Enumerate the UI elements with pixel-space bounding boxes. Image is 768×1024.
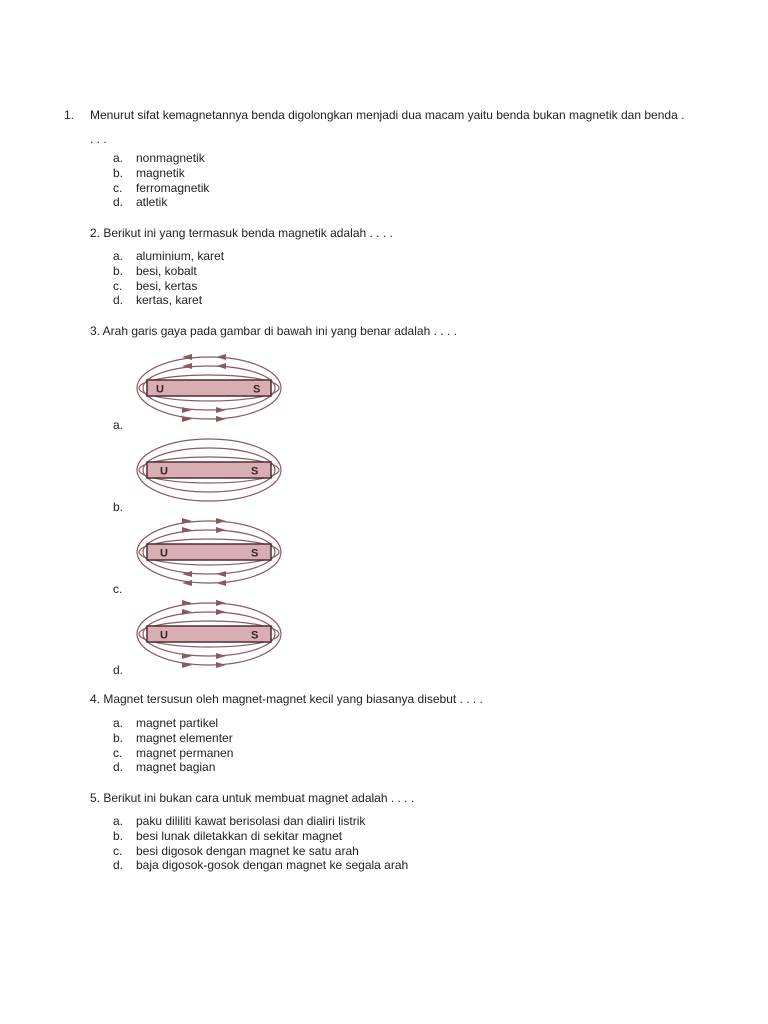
option-5c[interactable] [113,844,408,859]
option-5a[interactable] [113,814,408,829]
option-5b[interactable] [113,829,408,844]
question-2-text: 2. Berikut ini yang termasuk benda magnetik adalah . . . . [90,226,393,240]
option-4d[interactable] [113,760,233,775]
option-text: ferromagnetik [136,180,210,195]
option-text: baja digosok-gosok dengan magnet ke segala arah [136,858,409,873]
option-1c[interactable] [113,181,209,196]
south-pole-label: S [251,629,259,642]
magnet-figure-b [134,436,284,504]
option-letter: c. [113,745,123,760]
question-1-options [113,151,209,210]
south-pole-label: S [251,547,259,560]
option-letter: d. [113,293,124,308]
option-letter: d. [113,195,124,210]
option-letter: a. [113,814,124,828]
question-5-options [113,814,408,873]
question-4-text: 4. Magnet tersusun oleh magnet-magnet kecil yang biasanya disebut . . . . [90,692,483,706]
south-pole-label: S [253,383,261,396]
north-pole-label: U [160,465,168,478]
option-text: besi, kertas [136,278,198,293]
question-4-options [113,716,233,775]
south-pole-label: S [251,465,259,478]
figure-c-label[interactable]: c. [113,582,123,596]
question-3-text: 3. Arah garis gaya pada gambar di bawah ini yang benar adalah . . . . [90,324,457,338]
option-text: paku dililiti kawat berisolasi dan dialiri listrik [136,814,366,828]
option-text: kertas, karet [136,293,203,308]
option-letter: b. [113,263,124,278]
option-text: besi lunak diletakkan di sekitar magnet [136,828,343,843]
option-2c[interactable] [113,279,224,294]
option-letter: d. [113,760,124,775]
option-letter: c. [113,180,123,195]
question-1-text: Menurut sifat kemagnetannya benda digolongkan menjadi dua macam yaitu benda bukan magnetik dan benda . . . . [90,108,685,146]
option-letter: a. [113,716,124,730]
figure-a-label[interactable]: a. [113,418,124,432]
option-2b[interactable] [113,264,224,279]
question-5-text: 5. Berikut ini bukan cara untuk membuat magnet adalah . . . . [90,791,415,805]
option-letter: c. [113,843,123,858]
option-letter: b. [113,165,124,180]
option-letter: a. [113,249,124,263]
option-text: aluminium, karet [136,249,225,263]
option-text: magnetik [136,165,185,180]
option-text: magnet permanen [136,745,234,760]
question-1-number: 1. [64,108,75,122]
magnet-figure-a [134,354,284,422]
option-text: atletik [136,195,168,210]
option-1a[interactable] [113,151,209,166]
option-2a[interactable] [113,249,224,264]
figure-d-label[interactable]: d. [113,663,124,677]
option-text: magnet partikel [136,716,219,730]
magnet-figure-d [134,600,284,668]
option-letter: a. [113,151,124,165]
option-1b[interactable] [113,166,209,181]
north-pole-label: U [156,383,164,396]
option-text: besi, kobalt [136,263,197,278]
magnet-figure-c [134,518,284,586]
figure-b-label[interactable]: b. [113,500,124,514]
north-pole-label: U [160,629,168,642]
option-text: magnet bagian [136,760,216,775]
option-letter: b. [113,730,124,745]
option-4b[interactable] [113,731,233,746]
option-text: nonmagnetik [136,151,205,165]
north-pole-label: U [160,547,168,560]
option-text: magnet elementer [136,730,233,745]
option-2d[interactable] [113,293,224,308]
option-4c[interactable] [113,746,233,761]
question-2-options [113,249,224,308]
option-letter: c. [113,278,123,293]
option-4a[interactable] [113,716,233,731]
option-text: besi digosok dengan magnet ke satu arah [136,843,359,858]
option-1d[interactable] [113,195,209,210]
option-letter: d. [113,858,124,873]
option-letter: b. [113,828,124,843]
option-5d[interactable] [113,858,408,873]
